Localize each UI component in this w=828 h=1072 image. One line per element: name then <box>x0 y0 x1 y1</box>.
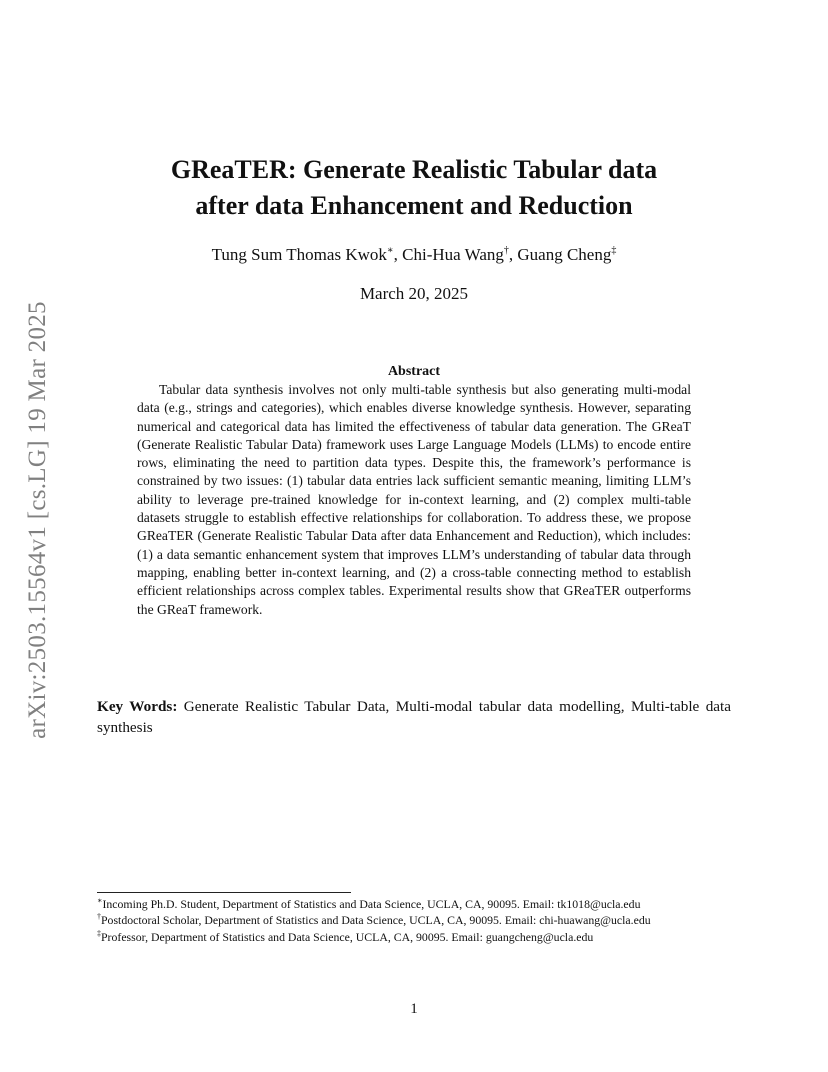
keywords-text: Generate Realistic Tabular Data, Multi-modal tabular data modelling, Multi-table data synthesis <box>97 698 731 736</box>
author-name: Chi-Hua Wang <box>402 245 504 264</box>
author-name: Tung Sum Thomas Kwok <box>211 245 387 264</box>
author-name: Guang Cheng <box>517 245 612 264</box>
page-number: 1 <box>410 1001 418 1017</box>
footnote-divider <box>97 892 351 893</box>
footnote-item <box>97 929 731 945</box>
arxiv-identifier-stamp[interactable]: arXiv:2503.15564v1 [cs.LG] 19 Mar 2025 <box>24 301 51 739</box>
paper-title-line-2: after data Enhancement and Reduction <box>195 191 633 220</box>
publication-date: March 20, 2025 <box>359 284 469 303</box>
author-footnote-mark[interactable]: ∗ <box>386 245 394 256</box>
footnote-text: Professor, Department of Statistics and Data Science, UCLA, CA, 90095. Email: guangcheng@ucla.edu <box>101 929 594 944</box>
footnote-text: Postdoctoral Scholar, Department of Statistics and Data Science, UCLA, CA, 90095. Email: chi-huawang@ucla.edu <box>101 913 651 928</box>
author-separator: , <box>508 245 518 264</box>
footnote-mark: † <box>97 912 101 922</box>
author-separator: , <box>393 245 403 264</box>
footnotes <box>97 896 731 945</box>
footnote-mark: ∗ <box>97 896 103 905</box>
footnote-item <box>97 912 731 928</box>
keywords-label: Key Words: <box>97 698 178 715</box>
paper-title-line-1: GReaTER: Generate Realistic Tabular data <box>170 155 658 184</box>
footnote-item <box>97 896 731 912</box>
author-list <box>90 243 738 267</box>
abstract-heading: Abstract <box>387 364 441 379</box>
keywords-paragraph <box>97 696 731 738</box>
author-footnote-mark[interactable]: ‡ <box>611 245 617 256</box>
author-footnote-mark[interactable]: † <box>503 245 509 256</box>
footnote-mark: ‡ <box>97 928 101 938</box>
footnote-text: Incoming Ph.D. Student, Department of Statistics and Data Science, UCLA, CA, 90095. Email: tk1018@ucla.edu <box>102 897 641 911</box>
paper-title <box>90 152 738 224</box>
abstract-text: Tabular data synthesis involves not only multi-table synthesis but also generating multi-modal data (e.g., strings and categories), which enables diverse knowledge synthesis. However, separating numerical and categorical data has limited the effectiveness of tabular data generation. The GReaT (Generate Realistic Tabular Data) framework uses Large Language Models (LLMs) to encode entire rows, eliminating the need to partition data types. Despite this, the framework’s performance is constrained by two issues: (1) tabular data entries lack sufficient semantic meaning, limiting LLM’s ability to leverage pre-trained knowledge for in-context learning, and (2) complex multi-table datasets struggle to establish effective relationships for collaboration. To address these, we propose GReaTER (Generate Realistic Tabular Data after data Enhancement and Reduction), which includes: (1) a data semantic enhancement system that improves LLM’s understanding of tabular data through mapping, enabling better in-context learning, and (2) a cross-table connecting method to establish efficient relationships across complex tables. Experimental results show that GReaTER outperforms the GReaT framework. <box>137 382 691 617</box>
